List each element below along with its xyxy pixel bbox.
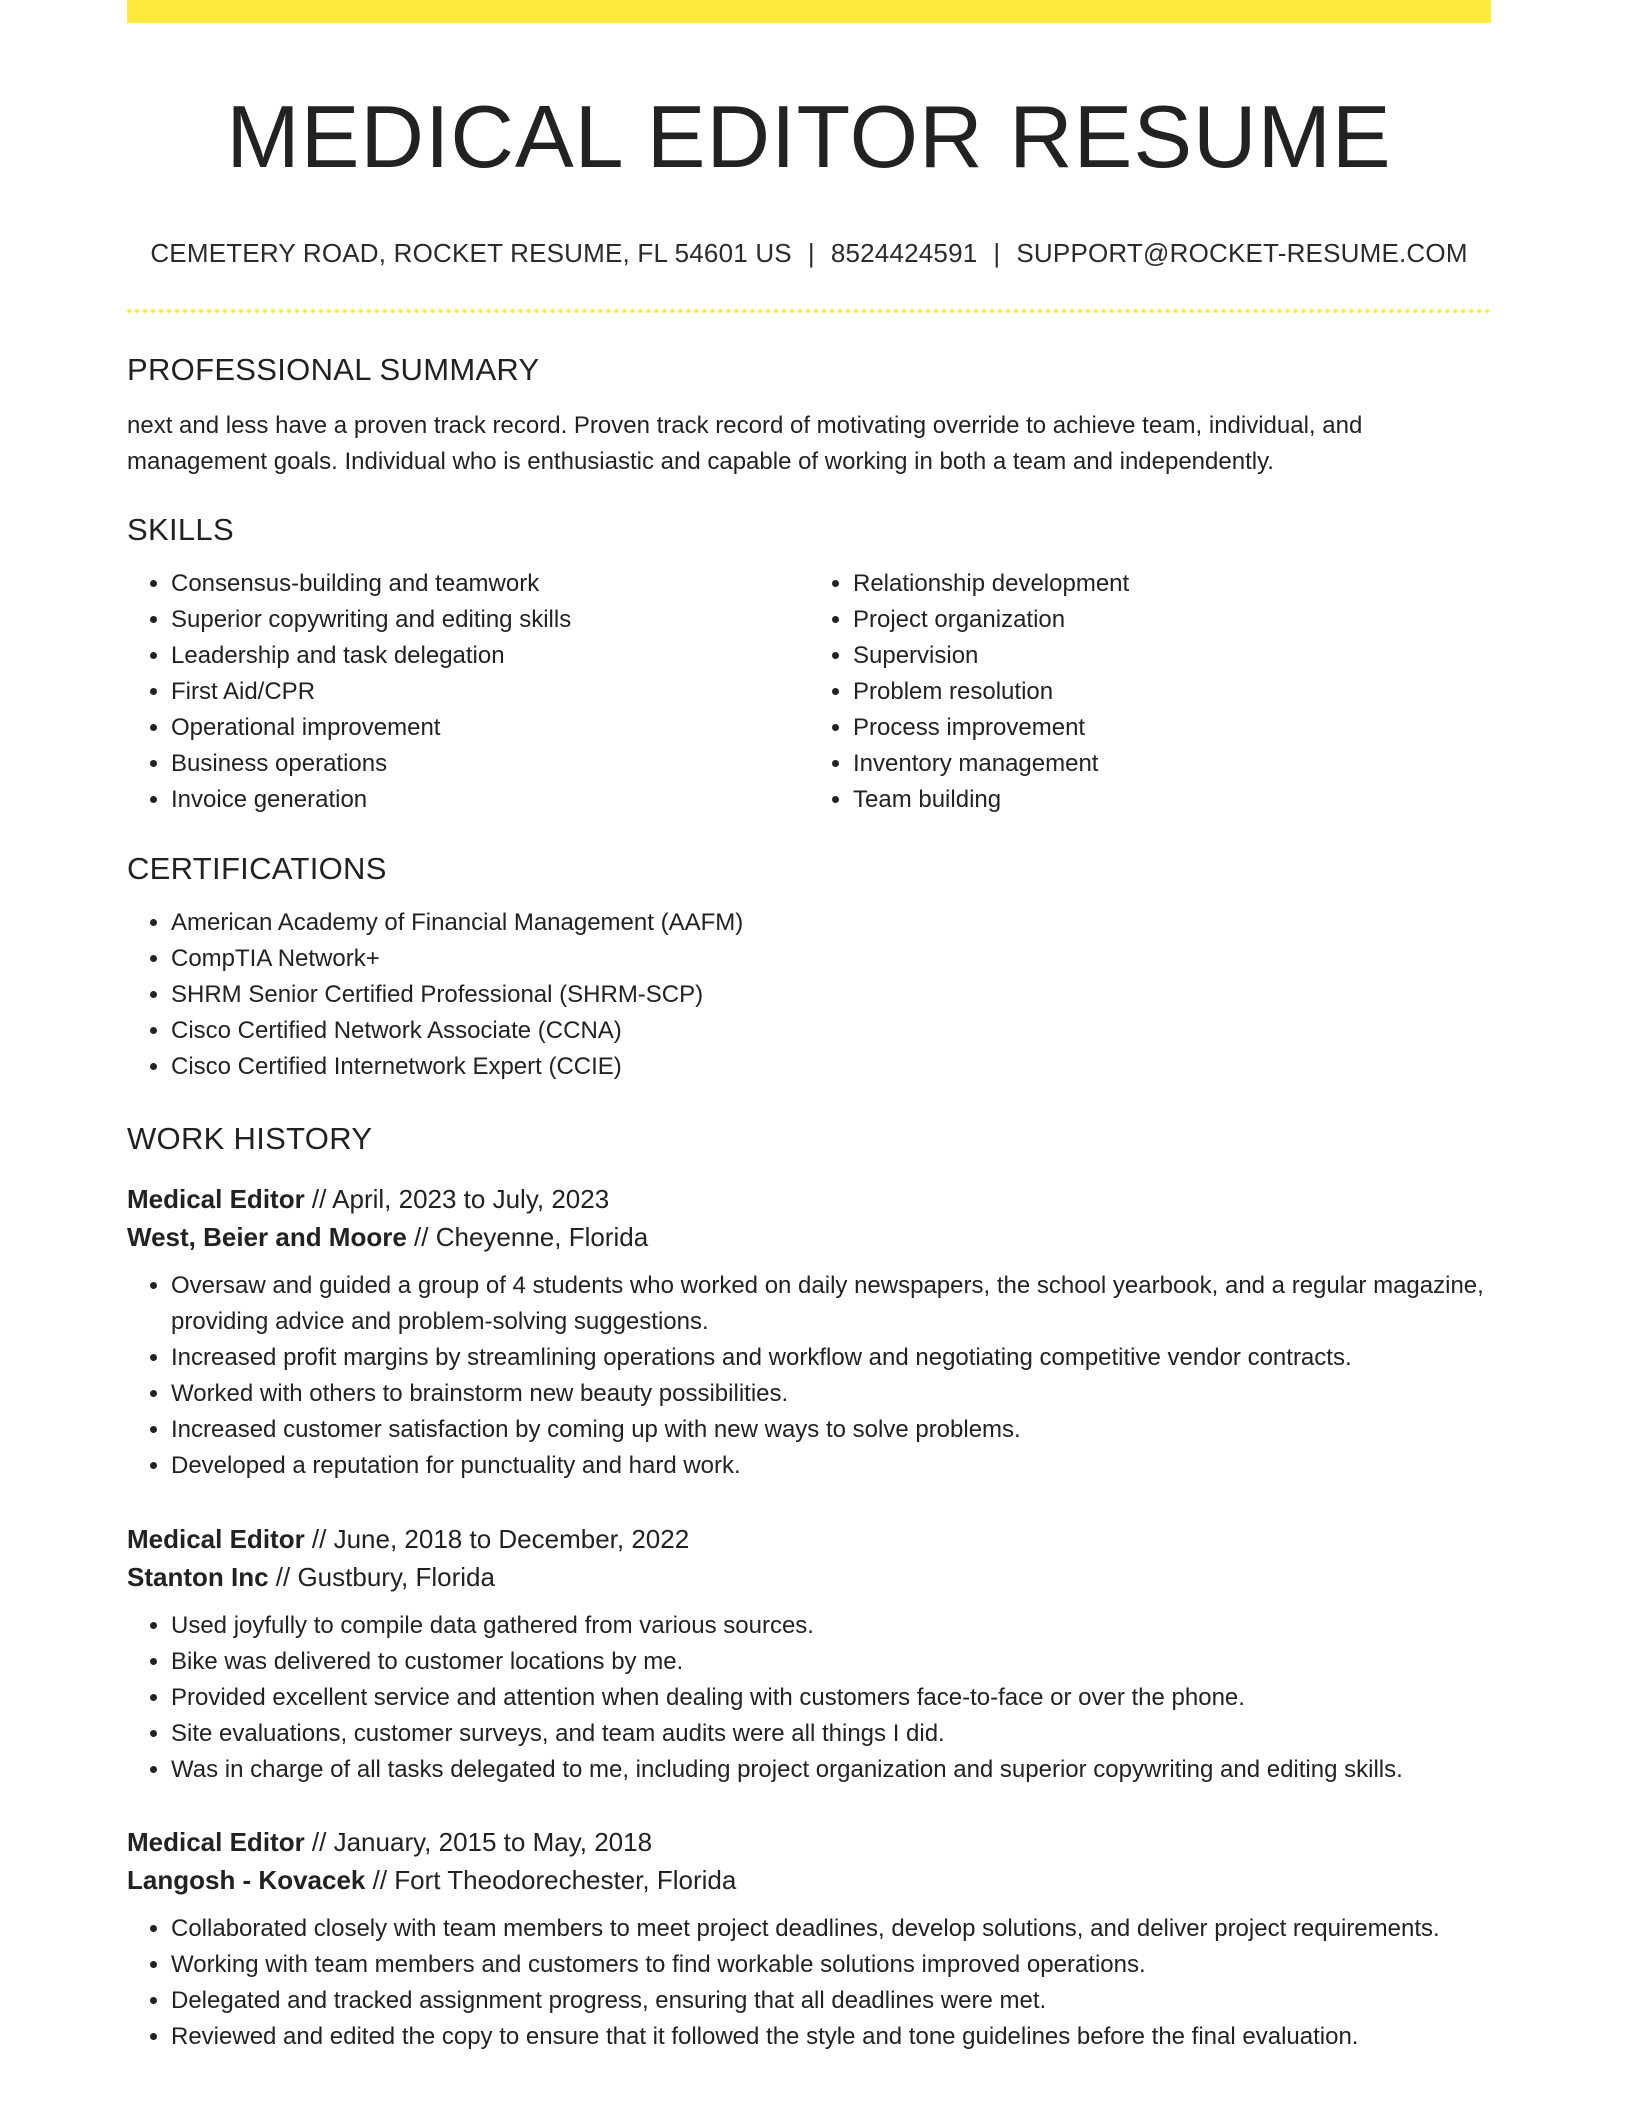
job-title-line [127, 1180, 1491, 1218]
job-title-line [127, 1823, 1491, 1861]
dotted-divider [127, 309, 1491, 313]
job-bullet-list [127, 1268, 1491, 1484]
job-company: Stanton Inc [127, 1562, 269, 1592]
skill-item: • Problem resolution [853, 674, 1491, 710]
job-bullet: • Used joyfully to compile data gathered from various sources. [171, 1608, 1491, 1644]
skills-section [127, 512, 1491, 818]
job-dates: // April, 2023 to July, 2023 [304, 1184, 610, 1214]
job-bullet: • Increased profit margins by streamlining operations and workflow and negotiating competitive vendor contracts. [171, 1340, 1491, 1376]
contact-phone: 8524424591 [830, 237, 978, 268]
job-dates: // June, 2018 to December, 2022 [304, 1524, 690, 1554]
job-company-line [127, 1558, 1491, 1596]
contact-address: CEMETERY ROAD, ROCKET RESUME, FL 54601 US [150, 237, 792, 268]
job-bullet: • Developed a reputation for punctuality and hard work. [171, 1448, 1491, 1484]
job-company: Langosh - Kovacek [127, 1865, 366, 1895]
job-bullet-list [127, 1911, 1491, 2055]
top-accent-bar [127, 0, 1491, 23]
resume-page [127, 0, 1491, 2050]
certifications-list [127, 905, 1491, 1085]
contact-separator: | [807, 237, 815, 268]
skill-item: • Business operations [171, 746, 809, 782]
job-company-line [127, 1218, 1491, 1256]
certification-item: • Cisco Certified Network Associate (CCNA) [171, 1013, 1491, 1049]
summary-heading: PROFESSIONAL SUMMARY [127, 352, 540, 387]
skill-item: • Inventory management [853, 746, 1491, 782]
job-title-line [127, 1520, 1491, 1558]
job-bullet: • Site evaluations, customer surveys, and team audits were all things I did. [171, 1716, 1491, 1752]
job-entry [127, 1520, 1491, 1788]
certification-item: • SHRM Senior Certified Professional (SHRM-SCP) [171, 977, 1491, 1013]
job-role: Medical Editor [127, 1524, 305, 1554]
certification-item: • American Academy of Financial Management (AAFM) [171, 905, 1491, 941]
skill-item: • Leadership and task delegation [171, 638, 809, 674]
job-company-line [127, 1861, 1491, 1899]
summary-text: next and less have a proven track record. Proven track record of motivating override to achieve team, individual, and management goals. Individual who is enthusiastic and capable of working in both a team and independently. [127, 412, 1363, 475]
skill-item: • Operational improvement [171, 710, 809, 746]
job-bullet: • Delegated and tracked assignment progress, ensuring that all deadlines were met. [171, 1983, 1491, 2019]
job-bullet: • Bike was delivered to customer locations by me. [171, 1644, 1491, 1680]
job-company: West, Beier and Moore [127, 1222, 407, 1252]
resume-title: MEDICAL EDITOR RESUME [226, 87, 1392, 186]
job-bullet: • Oversaw and guided a group of 4 students who worked on daily newspapers, the school yearbook, and a regular magazine, providing advice and problem-solving suggestions. [171, 1268, 1491, 1340]
job-location: // Fort Theodorechester, Florida [365, 1865, 737, 1895]
contact-separator: | [993, 237, 1001, 268]
skill-item: • Process improvement [853, 710, 1491, 746]
job-bullet: • Worked with others to brainstorm new beauty possibilities. [171, 1376, 1491, 1412]
job-location: // Gustbury, Florida [268, 1562, 495, 1592]
skill-item: • Supervision [853, 638, 1491, 674]
work-history-heading: WORK HISTORY [127, 1121, 373, 1156]
skills-columns [127, 566, 1491, 818]
certification-item: • Cisco Certified Internetwork Expert (CCIE) [171, 1049, 1491, 1085]
certifications-section [127, 851, 1491, 1085]
contact-email: SUPPORT@ROCKET-RESUME.COM [1016, 237, 1468, 268]
skill-item: • First Aid/CPR [171, 674, 809, 710]
contact-line [127, 238, 1491, 269]
job-entry [127, 1180, 1491, 1484]
skill-item: • Invoice generation [171, 782, 809, 818]
skills-heading: SKILLS [127, 512, 234, 547]
job-dates: // January, 2015 to May, 2018 [304, 1827, 653, 1857]
work-history-heading-block [127, 1121, 1491, 1157]
job-bullet: • Reviewed and edited the copy to ensure that it followed the style and tone guidelines before the final evaluation. [171, 2019, 1491, 2055]
job-bullet: • Provided excellent service and attention when dealing with customers face-to-face or over the phone. [171, 1680, 1491, 1716]
skill-item: • Project organization [853, 602, 1491, 638]
job-entry [127, 1823, 1491, 2055]
job-bullet: • Increased customer satisfaction by coming up with new ways to solve problems. [171, 1412, 1491, 1448]
skills-list-left [127, 566, 809, 818]
job-bullet: • Working with team members and customers to find workable solutions improved operations. [171, 1947, 1491, 1983]
skill-item: • Relationship development [853, 566, 1491, 602]
skills-list-right [809, 566, 1491, 818]
job-role: Medical Editor [127, 1184, 305, 1214]
job-role: Medical Editor [127, 1827, 305, 1857]
skill-item: • Team building [853, 782, 1491, 818]
certification-item: • CompTIA Network+ [171, 941, 1491, 977]
skill-item: • Consensus-building and teamwork [171, 566, 809, 602]
skill-item: • Superior copywriting and editing skills [171, 602, 809, 638]
job-location: // Cheyenne, Florida [406, 1222, 649, 1252]
job-bullet: • Was in charge of all tasks delegated to me, including project organization and superior copywriting and editing skills. [171, 1752, 1491, 1788]
summary-section [127, 352, 1491, 480]
certifications-heading: CERTIFICATIONS [127, 851, 387, 886]
job-bullet-list [127, 1608, 1491, 1788]
job-bullet: • Collaborated closely with team members to meet project deadlines, develop solutions, and deliver project requirements. [171, 1911, 1491, 1947]
